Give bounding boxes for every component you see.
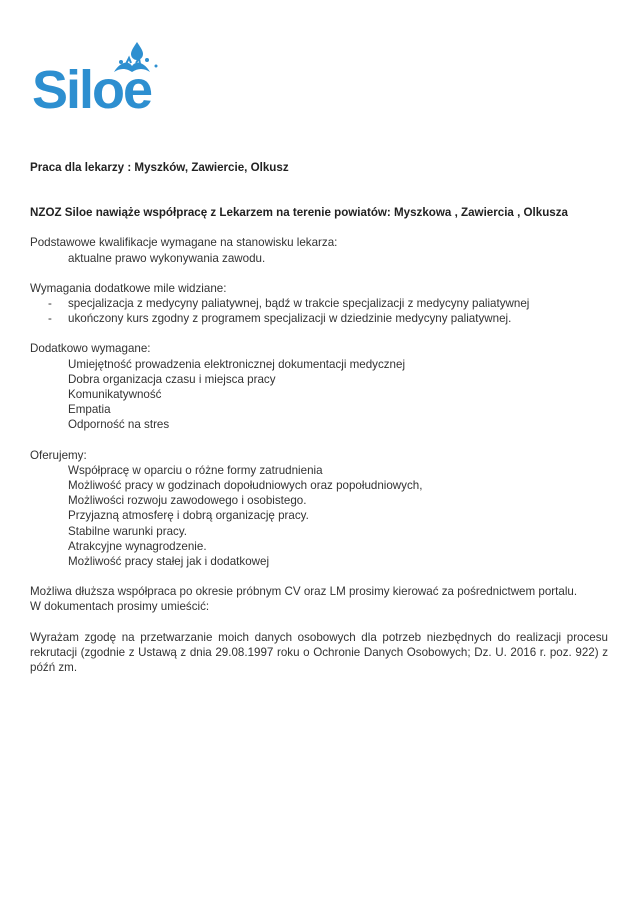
documents-instructions: W dokumentach prosimy umieścić:: [30, 600, 210, 614]
additional-requirements-heading: Wymagania dodatkowe mile widziane:: [30, 281, 227, 295]
cv-instructions: Możliwa dłuższa współpraca po okresie próbnym CV oraz LM prosimy kierować za pośrednictwem portalu.: [30, 585, 578, 599]
list-item: Możliwość pracy stałej jak i dodatkowej: [68, 555, 270, 569]
list-item: Komunikatywność: [68, 388, 162, 402]
data-consent-clause: Wyrażam zgodę na przetwarzanie moich danych osobowych dla potrzeb niezbędnych do realizacji procesu rekrutacji (zgodnie z Ustawą z dnia 29.08.1997 roku o Ochronie Danych Osobowych; Dz. U. 2016 r. poz. 922) z późń zm.: [30, 630, 608, 675]
offer-list: [30, 463, 608, 569]
list-item: - specjalizacja z medycyny paliatywnej, bądź w trakcie specjalizacji z medycyny paliatywnej: [48, 297, 530, 311]
list-item: Przyjazną atmosferę i dobrą organizację pracy.: [68, 509, 309, 523]
list-item: Atrakcyjne wynagrodzenie.: [68, 539, 207, 553]
required-list: [30, 357, 608, 433]
list-item: Umiejętność prowadzenia elektronicznej dokumentacji medycznej: [68, 357, 406, 371]
list-item: Odporność na stres: [68, 418, 170, 432]
basic-qualification-item: aktualne prawo wykonywania zawodu.: [68, 251, 266, 265]
required-heading: Dodatkowo wymagane:: [30, 342, 151, 356]
list-item: Współpracę w oparciu o różne formy zatrudnienia: [68, 463, 323, 477]
list-item: Stabilne warunki pracy.: [68, 524, 187, 538]
basic-qualifications-heading: Podstawowe kwalifikacje wymagane na stanowisku lekarza:: [30, 236, 338, 250]
list-item: Możliwość pracy w godzinach dopołudniowych oraz popołudniowych,: [68, 479, 423, 493]
list-item: Empatia: [68, 403, 111, 417]
additional-requirements-list: [30, 296, 608, 326]
list-item: Dobra organizacja czasu i miejsca pracy: [68, 372, 276, 386]
list-item: - ukończony kurs zgodny z programem specjalizacji w dziedzinie medycyny paliatywnej.: [48, 312, 512, 326]
page-title: Praca dla lekarzy : Myszków, Zawiercie, Olkusz: [30, 161, 289, 174]
siloe-logo: [32, 38, 182, 124]
document-content: [30, 160, 608, 675]
intro-heading: NZOZ Siloe nawiąże współpracę z Lekarzem na terenie powiatów: Myszkowa , Zawiercia , Olkusza: [30, 206, 568, 220]
offer-heading: Oferujemy:: [30, 448, 87, 462]
logo-wordmark: Siloe: [32, 60, 152, 120]
list-item: Możliwości rozwoju zawodowego i osobistego.: [68, 494, 307, 508]
